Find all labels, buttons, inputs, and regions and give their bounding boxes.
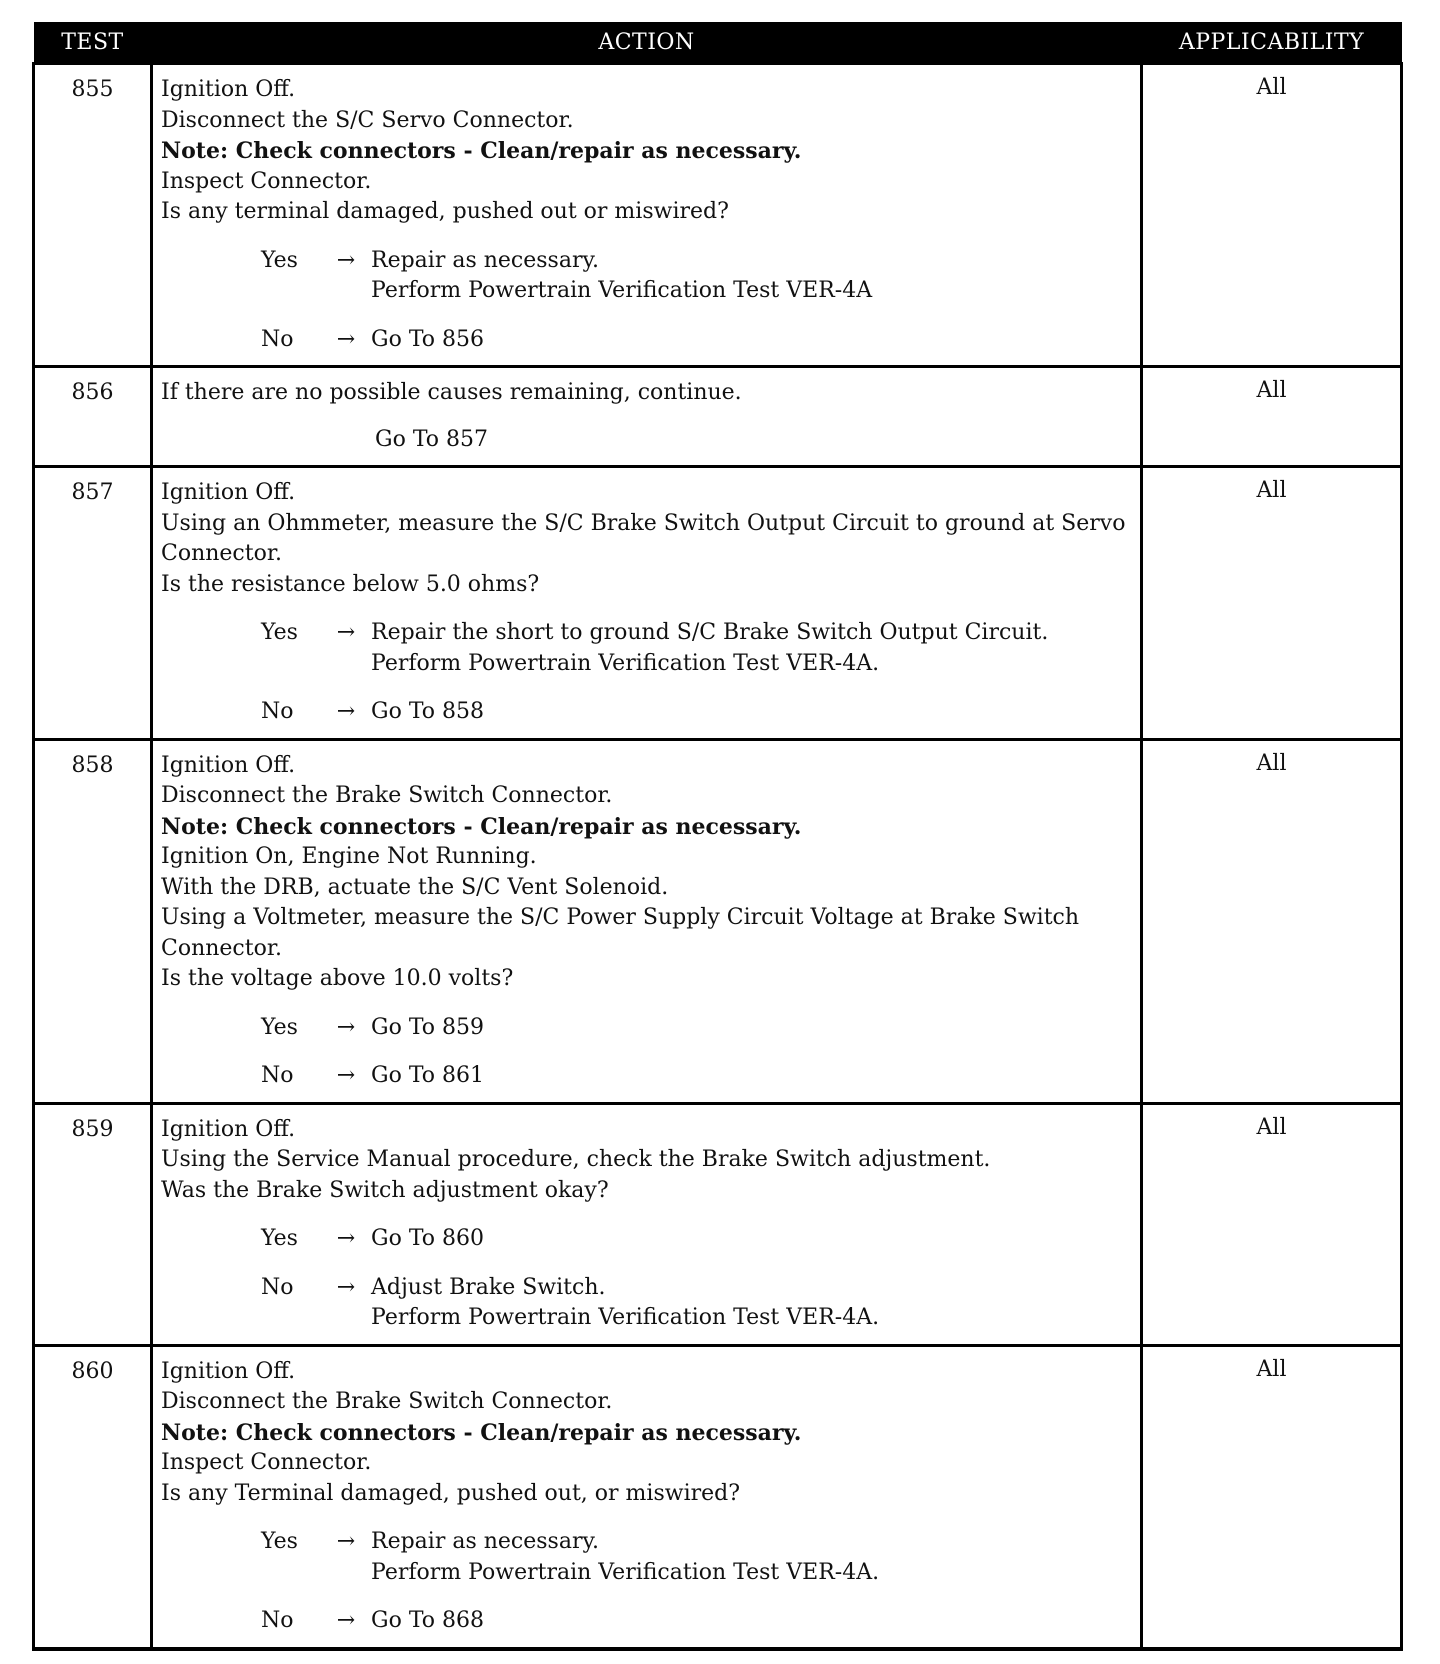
action-step: Using the Service Manual procedure, check the Brake Switch adjustment. bbox=[161, 1147, 991, 1172]
action-step: Is the resistance below 5.0 ohms? bbox=[161, 571, 540, 597]
branch-result bbox=[371, 697, 1132, 728]
decision-branch bbox=[261, 1013, 1132, 1044]
diagnostic-table-sheet bbox=[32, 22, 1400, 1651]
branch-result-line: Perform Powertrain Verification Test VER-4A. bbox=[371, 1559, 880, 1585]
applicability-value: All bbox=[1142, 367, 1402, 467]
test-number: 859 bbox=[34, 1103, 152, 1345]
test-number: 855 bbox=[34, 64, 152, 367]
right-arrow-icon: → bbox=[336, 326, 356, 352]
action-step: Ignition Off. bbox=[161, 480, 296, 505]
branch-answer: No bbox=[261, 699, 294, 724]
action-step: Is any terminal damaged, pushed out or miswired? bbox=[161, 199, 729, 224]
action-note: Note: Check connectors - Clean/repair as necessary. bbox=[161, 1419, 802, 1446]
applicability-value: All bbox=[1142, 467, 1402, 740]
branch-result-line: Go To 858 bbox=[371, 699, 485, 724]
right-arrow-icon: → bbox=[336, 1226, 356, 1251]
branch-result bbox=[371, 1527, 1132, 1588]
action-step: Ignition Off. bbox=[161, 752, 296, 778]
header-test: TEST bbox=[34, 22, 152, 64]
branch-result bbox=[371, 1061, 1132, 1092]
branch-result-line: Perform Powertrain Verification Test VER-4A bbox=[371, 278, 873, 303]
action-step: Inspect Connector. bbox=[161, 1450, 372, 1475]
branch-answer: No bbox=[261, 326, 294, 352]
right-arrow-icon: → bbox=[336, 1529, 356, 1554]
header-action: ACTION bbox=[152, 22, 1142, 64]
action-step: With the DRB, actuate the S/C Vent Solenoid. bbox=[161, 874, 669, 900]
branch-answer: No bbox=[261, 1274, 294, 1300]
action-step: Ignition Off. bbox=[161, 1358, 296, 1384]
branch-result bbox=[371, 618, 1132, 679]
test-number: 858 bbox=[34, 739, 152, 1103]
decision-branch bbox=[261, 1224, 1132, 1255]
branch-answer: Yes bbox=[261, 1226, 298, 1251]
decision-branch bbox=[261, 246, 1132, 307]
action-step: Ignition Off. bbox=[161, 77, 296, 102]
branch-result-line: Go To 861 bbox=[371, 1063, 485, 1088]
goto-instruction: Go To 857 bbox=[375, 426, 489, 452]
action-cell bbox=[152, 1103, 1142, 1345]
action-step: Is any Terminal damaged, pushed out, or miswired? bbox=[161, 1480, 741, 1506]
decision-branch bbox=[261, 325, 1132, 356]
branch-answer: Yes bbox=[261, 1014, 298, 1040]
decision-branch bbox=[261, 697, 1132, 728]
applicability-value: All bbox=[1142, 739, 1402, 1103]
branch-answer: Yes bbox=[261, 247, 298, 273]
decision-branch bbox=[261, 1606, 1132, 1637]
branch-result bbox=[371, 1224, 1132, 1255]
branch-result-line: Repair the short to ground S/C Brake Switch Output Circuit. bbox=[371, 620, 1049, 645]
right-arrow-icon: → bbox=[336, 699, 356, 724]
branch-result-line: Go To 868 bbox=[371, 1608, 485, 1633]
applicability-value: All bbox=[1142, 1345, 1402, 1649]
test-number: 856 bbox=[34, 367, 152, 467]
header-applicability: APPLICABILITY bbox=[1142, 22, 1402, 64]
right-arrow-icon: → bbox=[336, 1063, 356, 1088]
branch-result-line: Repair as necessary. bbox=[371, 1529, 599, 1554]
table-row bbox=[34, 739, 1402, 1103]
action-step: Using a Voltmeter, measure the S/C Power Supply Circuit Voltage at Brake Switch Connector. bbox=[161, 905, 1080, 961]
table-row bbox=[34, 1103, 1402, 1345]
table-row bbox=[34, 64, 1402, 367]
right-arrow-icon: → bbox=[336, 1274, 356, 1300]
applicability-value: All bbox=[1142, 1103, 1402, 1345]
branch-result-line: Perform Powertrain Verification Test VER-4A. bbox=[371, 650, 880, 676]
branch-result-line: Go To 856 bbox=[371, 326, 485, 352]
right-arrow-icon: → bbox=[336, 620, 356, 645]
action-note: Note: Check connectors - Clean/repair as necessary. bbox=[161, 138, 802, 164]
branch-result-line: Go To 859 bbox=[371, 1014, 485, 1040]
right-arrow-icon: → bbox=[336, 1608, 356, 1633]
test-number: 857 bbox=[34, 467, 152, 740]
action-step: Is the voltage above 10.0 volts? bbox=[161, 966, 514, 991]
right-arrow-icon: → bbox=[336, 247, 356, 273]
action-note: Note: Check connectors - Clean/repair as necessary. bbox=[161, 813, 802, 840]
branch-result-line: Go To 860 bbox=[371, 1226, 485, 1251]
action-step: Was the Brake Switch adjustment okay? bbox=[161, 1177, 609, 1203]
branch-result-line: Repair as necessary. bbox=[371, 247, 599, 273]
decision-branch bbox=[261, 1273, 1132, 1334]
table-row bbox=[34, 467, 1402, 740]
decision-branch bbox=[261, 1527, 1132, 1588]
table-body bbox=[34, 64, 1402, 1649]
branch-result-line: Perform Powertrain Verification Test VER-4A. bbox=[371, 1305, 880, 1330]
action-step: Ignition Off. bbox=[161, 1116, 296, 1142]
action-cell bbox=[152, 467, 1142, 740]
branch-answer: No bbox=[261, 1608, 294, 1633]
branch-result bbox=[371, 1606, 1132, 1637]
branch-result bbox=[371, 246, 1132, 307]
action-cell bbox=[152, 64, 1142, 367]
applicability-value: All bbox=[1142, 64, 1402, 367]
branch-answer: No bbox=[261, 1063, 294, 1088]
action-step: Disconnect the S/C Servo Connector. bbox=[161, 107, 574, 133]
action-step: If there are no possible causes remaining, continue. bbox=[161, 380, 742, 405]
branch-result bbox=[371, 1273, 1132, 1334]
action-cell bbox=[152, 1345, 1142, 1649]
diagnostic-test-table bbox=[32, 22, 1403, 1651]
branch-result bbox=[371, 1013, 1132, 1044]
decision-branch bbox=[261, 1061, 1132, 1092]
action-step: Inspect Connector. bbox=[161, 168, 372, 194]
action-step: Disconnect the Brake Switch Connector. bbox=[161, 783, 613, 808]
branch-result-line: Adjust Brake Switch. bbox=[371, 1274, 606, 1300]
decision-branch bbox=[261, 618, 1132, 679]
branch-answer: Yes bbox=[261, 620, 298, 645]
action-step: Using an Ohmmeter, measure the S/C Brake Switch Output Circuit to ground at Servo Connector. bbox=[161, 510, 1126, 566]
table-header bbox=[34, 22, 1402, 64]
action-cell bbox=[152, 739, 1142, 1103]
right-arrow-icon: → bbox=[336, 1014, 356, 1040]
test-number: 860 bbox=[34, 1345, 152, 1649]
action-step: Disconnect the Brake Switch Connector. bbox=[161, 1389, 613, 1414]
table-row bbox=[34, 1345, 1402, 1649]
table-row bbox=[34, 367, 1402, 467]
action-step: Ignition On, Engine Not Running. bbox=[161, 844, 537, 869]
branch-result bbox=[371, 325, 1132, 356]
action-cell bbox=[152, 367, 1142, 467]
branch-answer: Yes bbox=[261, 1529, 298, 1554]
